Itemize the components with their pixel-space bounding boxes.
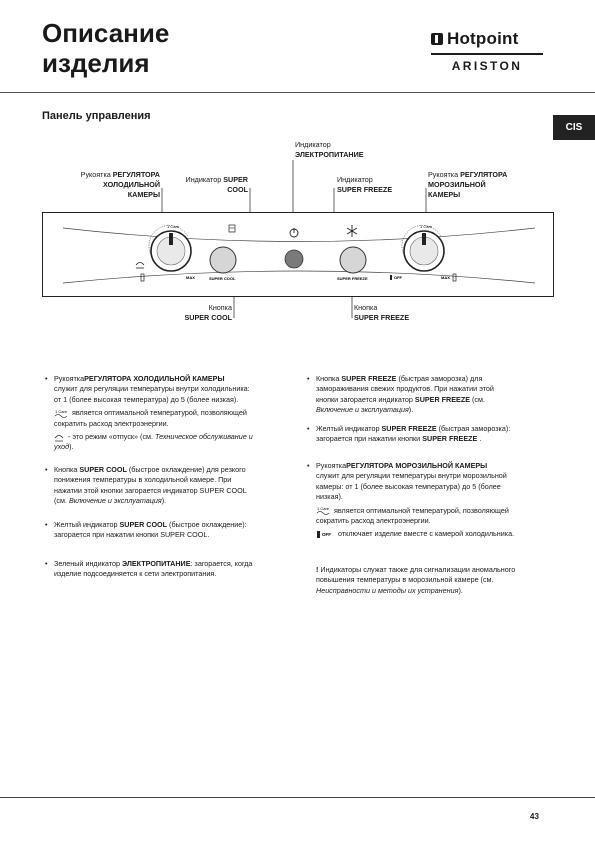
note-indicators: ! Индикаторы служат также для сигнализации аномального повышения температуры в морозильной камере (см. Неисправности и методы их устранения). (316, 565, 516, 595)
super-freeze-button[interactable] (340, 247, 366, 273)
freezer-knob-off-label: OFF (394, 275, 402, 280)
control-panel (42, 212, 554, 297)
label-fridge-knob: Рукоятка РЕГУЛЯТОРА ХОЛОДИЛЬНОЙ КАМЕРЫ (80, 170, 160, 199)
fridge-knob-max-label: MAX (186, 275, 195, 280)
label-power-indicator: Индикатор ЭЛЕКТРОПИТАНИЕ (295, 140, 364, 159)
bullet-dot: • (307, 374, 310, 383)
list-item-freezer-knob: • РукояткаРЕГУЛЯТОРА МОРОЗИЛЬНОЙ КАМЕРЫ служит для регуляции температуры внутри морозильной камеры: от 1 (более высокая температура) до 5 (более низкая). 1 Care является оптимальной температурой, позволяющей сократить расход электроэнергии. OFF отключает изделие вместе с камерой холодильника. (307, 461, 515, 539)
bullet-dot: • (45, 465, 48, 474)
bullet-dot: • (45, 374, 48, 383)
list-item-fridge-knob: • РукояткаРЕГУЛЯТОРА ХОЛОДИЛЬНОЙ КАМЕРЫ служит для регуляции температуры внутри холодильника: от 1 (более высокая температура) до 5 (более низкая). 1 Care является оптимальной температурой, позволяющей сократить расход электроэнергии. - это режим «отпуск» (см. Техническое обслуживание и уход). (45, 374, 253, 452)
brand-subname: ARISTON (451, 59, 523, 73)
care-icon (54, 409, 70, 418)
freezer-min-marker-icon (453, 274, 456, 281)
freezer-thermostat-knob[interactable] (402, 225, 444, 271)
snowflake-icon (347, 225, 357, 237)
vacation-icon (136, 263, 144, 269)
page-title-line1: Описание (42, 18, 170, 48)
label-superfreeze-indicator: Индикатор SUPER FREEZE (337, 175, 393, 194)
super-cool-panel-label: SUPER COOL (209, 276, 236, 281)
power-indicator-icon (290, 228, 298, 237)
label-superfreeze-button: Кнопка SUPER FREEZE (354, 303, 410, 322)
bullet-dot: • (45, 520, 48, 529)
super-cool-indicator-icon (229, 225, 235, 232)
section-heading: Панель управления (42, 110, 151, 122)
svg-text:1 Care: 1 Care (55, 408, 68, 414)
care-icon (316, 506, 332, 515)
bullet-dot: • (45, 559, 48, 568)
super-freeze-panel-label: SUPER FREEZE (337, 276, 368, 281)
language-tab: CIS (553, 115, 595, 140)
footer-divider (0, 797, 595, 798)
freezer-knob-max-label: MAX (441, 275, 450, 280)
page-number: 43 (530, 812, 539, 821)
note-mark: ! (316, 565, 319, 574)
logo-divider (431, 53, 543, 55)
list-item-superfreeze-button: • Кнопка SUPER FREEZE (быстрая заморозка) для замораживания свежих продуктов. При нажатии этой кнопки загорается индикатор SUPER FREEZE (см. Включение и эксплуатация). (307, 374, 494, 415)
control-panel-drawing (43, 213, 555, 298)
page-title-line2: изделия (42, 48, 150, 78)
header-divider (0, 92, 595, 93)
bullet-dot: • (307, 424, 310, 433)
power-indicator-lamp (285, 250, 303, 268)
fridge-knob-care-label: 1 Care (167, 224, 180, 229)
brand-mark-icon (431, 33, 443, 45)
page-title (42, 18, 169, 78)
list-item-supercool-button: • Кнопка SUPER COOL (быстрое охлаждение) для резкого понижения температуры в холодильной камере. При нажатии этой кнопки загорается индикатор SUPER COOL (см. Включение и эксплуатация). (45, 465, 247, 506)
brand-logo (431, 30, 543, 73)
bullet-dot: • (307, 461, 310, 470)
brand-name: Hotpoint (447, 29, 519, 48)
label-freezer-knob: Рукоятка РЕГУЛЯТОРА МОРОЗИЛЬНОЙ КАМЕРЫ (428, 170, 508, 199)
list-item-power-indicator: • Зеленый индикатор ЭЛЕКТРОПИТАНИЕ: загорается, когда изделие подсоединяется к сети электропитания. (45, 559, 253, 579)
svg-text:1 Care: 1 Care (317, 506, 330, 512)
super-cool-button[interactable] (210, 247, 236, 273)
fridge-thermostat-knob[interactable] (149, 225, 191, 271)
panel-curve-top (63, 228, 535, 242)
off-switch-icon (316, 530, 336, 539)
off-switch-icon (390, 275, 392, 280)
vacation-icon (54, 433, 66, 442)
fridge-min-marker-icon (141, 274, 144, 281)
svg-text:OFF: OFF (322, 532, 331, 538)
list-item-superfreeze-indicator: • Желтый индикатор SUPER FREEZE (быстрая заморозка): загорается при нажатии кнопки SUPER FREEZE . (307, 424, 511, 444)
panel-curve-bottom (63, 271, 535, 283)
label-supercool-indicator: Индикатор SUPER COOL (185, 175, 248, 194)
list-item-supercool-indicator: • Желтый индикатор SUPER COOL (быстрое охлаждение): загорается при нажатии кнопки SUPER COOL. (45, 520, 247, 540)
label-supercool-button: Кнопка SUPER COOL (184, 303, 232, 322)
freezer-knob-care-label: 1 Care (420, 224, 433, 229)
